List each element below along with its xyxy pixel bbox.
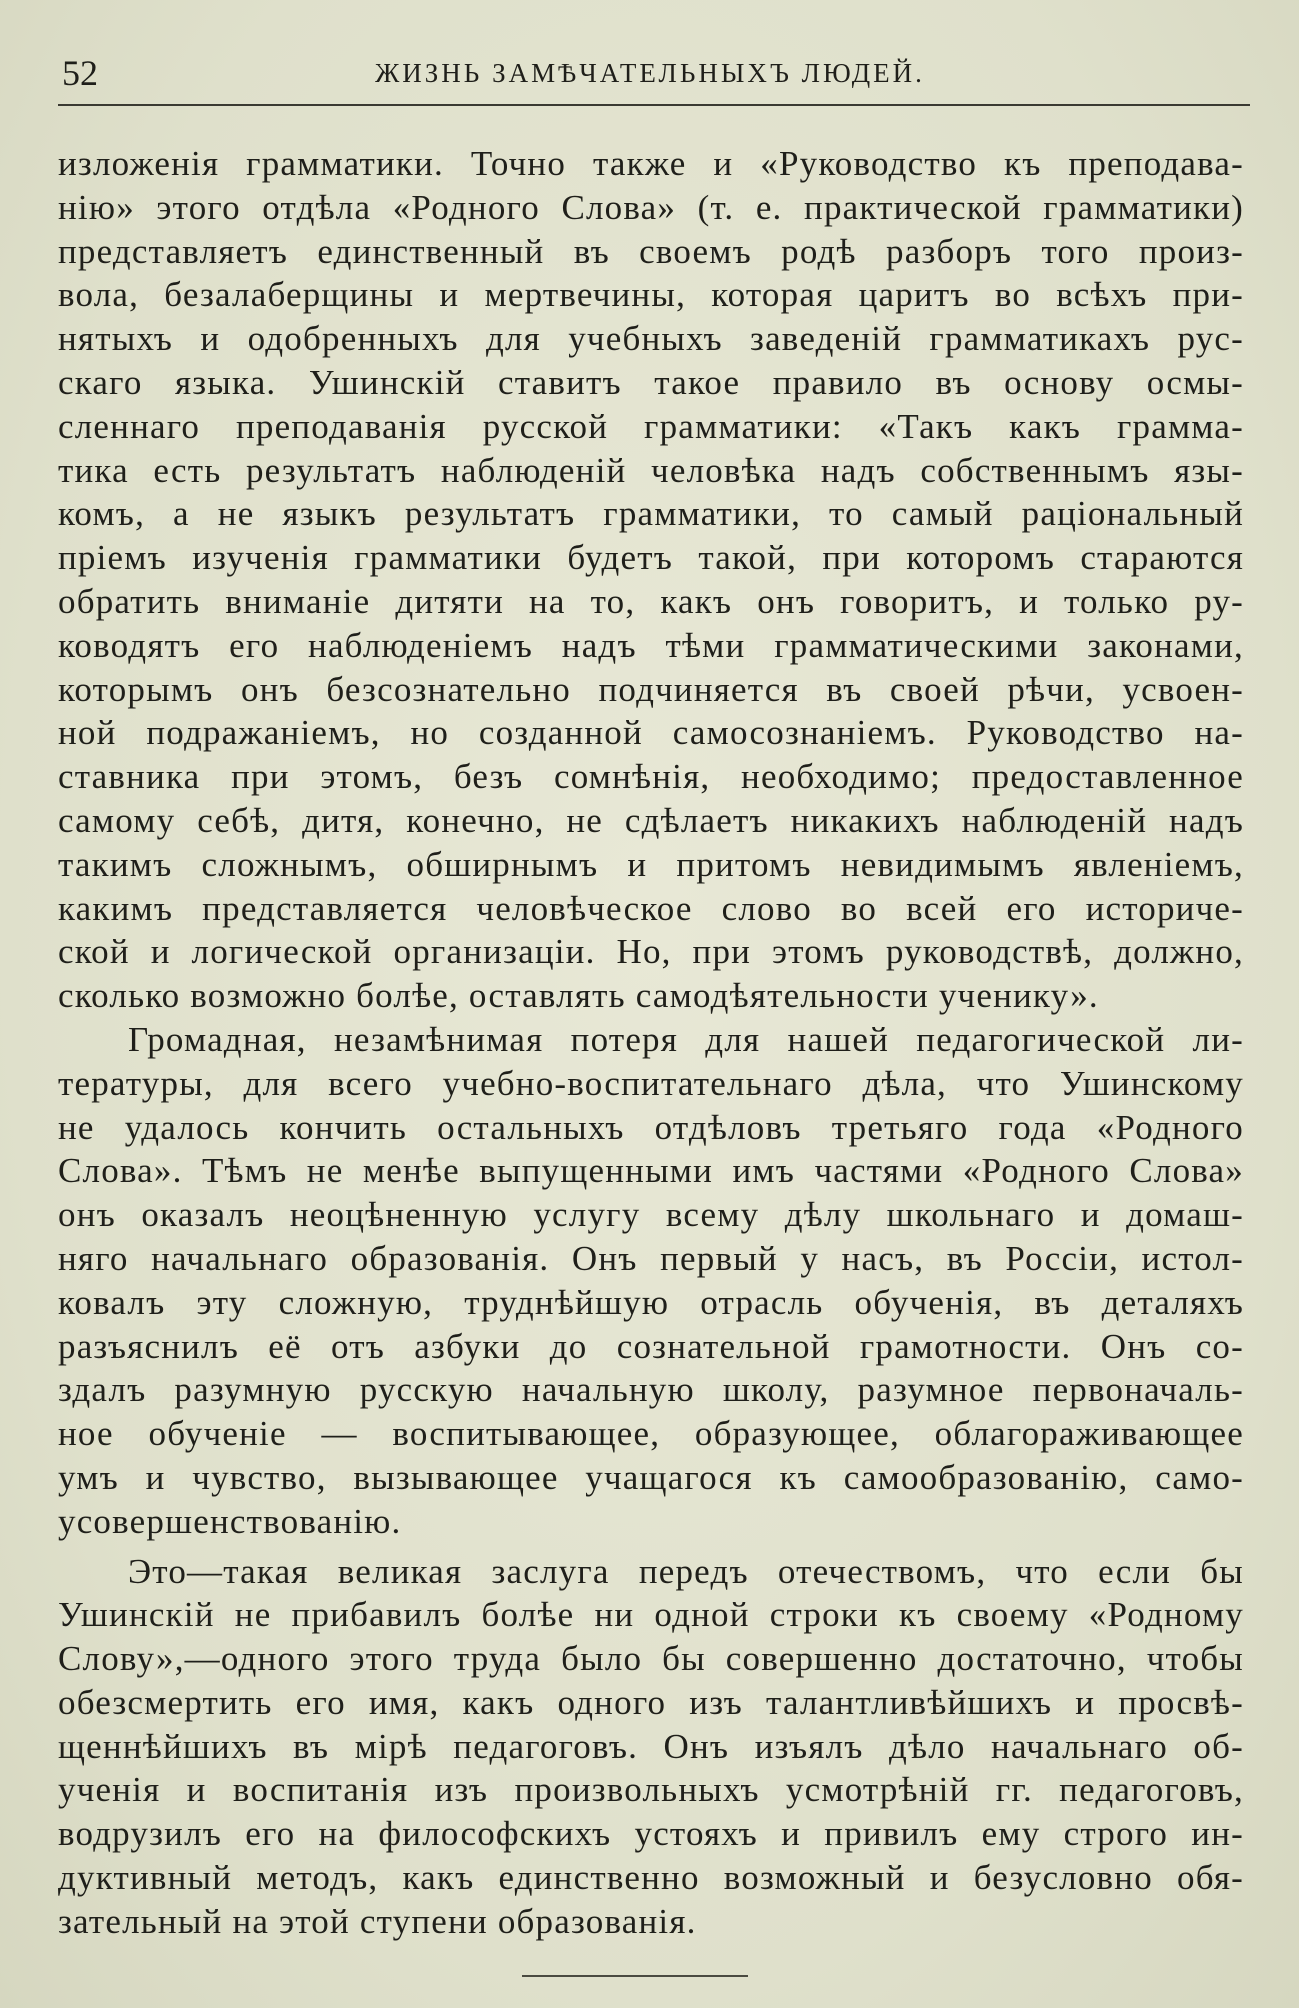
text-line: няго начальнаго образованія. Онъ первый у насъ, въ Россіи, истол- (58, 1238, 1244, 1278)
text-line: какимъ представляется человѣческое слово во всей его историче- (58, 888, 1244, 928)
text-line: изложенія грамматики. Точно также и «Руководство къ преподава- (58, 144, 1244, 183)
text-line: щеннѣйшихъ въ мірѣ педагоговъ. Онъ изъялъ дѣло начальнаго об- (58, 1726, 1244, 1766)
text-line: представляетъ единственный въ своемъ родѣ разборъ того произ- (58, 231, 1244, 271)
text-line: ученія и воспитанія изъ произвольныхъ усмотрѣній гг. педагоговъ, (58, 1770, 1244, 1810)
text-line: Это—такая великая заслуга передъ отечествомъ, что если бы (128, 1551, 1244, 1591)
text-line: онъ оказалъ неоцѣненную услугу всему дѣлу школьнаго и домаш- (58, 1195, 1244, 1235)
body-text (58, 142, 1244, 1944)
text-line: сколько возможно болѣе, оставлять самодѣятельности ученику». (58, 976, 1099, 1016)
text-line: вола, безалаберщины и мертвечины, которая царитъ во всѣхъ при- (58, 275, 1244, 315)
text-line: ной подражаніемъ, но созданной самосознаніемъ. Руководство на- (58, 713, 1244, 753)
text-line: нятыхъ и одобренныхъ для учебныхъ заведеній грамматикахъ рус- (58, 319, 1244, 359)
text-line: тературы, для всего учебно-воспитательнаго дѣла, что Ушинскому (58, 1063, 1244, 1103)
text-line: Громадная, незамѣнимая потеря для нашей педагогической ли- (128, 1019, 1244, 1059)
text-line: дуктивный методъ, какъ единственно возможный и безусловно обя- (58, 1858, 1244, 1898)
running-title: ЖИЗНЬ ЗАМѢЧАТЕЛЬНЫХЪ ЛЮДЕЙ. (375, 58, 925, 88)
text-line: ставника при этомъ, безъ сомнѣнія, необходимо; предоставленное (58, 757, 1244, 797)
text-line: усовершенствованію. (58, 1501, 402, 1541)
text-line: скаго языка. Ушинскій ставитъ такое правило въ основу осмы- (58, 362, 1244, 402)
text-line: водрузилъ его на философскихъ устояхъ и привилъ ему строго ин- (58, 1814, 1244, 1854)
text-line: не удалось кончить остальныхъ отдѣловъ третьяго года «Родного (58, 1107, 1244, 1147)
paragraph (58, 1018, 1244, 1544)
text-line: ской и логической организаціи. Но, при этомъ руководствѣ, должно, (58, 932, 1244, 972)
text-line: разъяснилъ её отъ азбуки до сознательной грамотности. Онъ со- (58, 1326, 1244, 1366)
text-line: нію» этого отдѣла «Родного Слова» (т. е. практической грамматики) (58, 187, 1244, 227)
text-line: сленнаго преподаванія русской грамматики: «Такъ какъ грамма- (58, 406, 1244, 446)
text-line: пріемъ изученія грамматики будетъ такой, при которомъ стараются (58, 538, 1244, 578)
text-line: которымъ онъ безсознательно подчиняется въ своей рѣчи, усвоен- (58, 669, 1244, 709)
header-rule (58, 104, 1250, 106)
text-line: тика есть результатъ наблюденій человѣка надъ собственнымъ язы- (58, 450, 1244, 490)
paragraph (58, 142, 1244, 1018)
text-line: умъ и чувство, вызывающее учащагося къ самообразованію, само- (58, 1457, 1244, 1497)
text-line: Слову»,—одного этого труда было бы совершенно достаточно, чтобы (58, 1639, 1244, 1679)
text-line: ковалъ эту сложную, труднѣйшую отрасль обученія, въ деталяхъ (58, 1282, 1244, 1322)
paragraph (58, 1550, 1244, 1944)
text-line: ководятъ его наблюденіемъ надъ тѣми грамматическими законами, (58, 625, 1244, 665)
end-rule (522, 1975, 748, 1977)
text-line: обратить вниманіе дитяти на то, какъ онъ говоритъ, и только ру- (58, 581, 1244, 621)
text-line: комъ, а не языкъ результатъ грамматики, то самый раціональный (58, 494, 1244, 534)
text-line: зательный на этой ступени образованія. (58, 1901, 697, 1941)
text-line: Ушинскій не прибавилъ болѣе ни одной строки къ своему «Родному (58, 1595, 1244, 1635)
page-number: 52 (62, 53, 98, 93)
text-line: Слова». Тѣмъ не менѣе выпущенными имъ частями «Родного Слова» (58, 1151, 1244, 1191)
text-line: самому себѣ, дитя, конечно, не сдѣлаетъ никакихъ наблюденій надъ (58, 800, 1244, 840)
text-line: ное обученіе — воспитывающее, образующее, облагораживающее (58, 1414, 1244, 1454)
text-line: обезсмертить его имя, какъ одного изъ талантливѣйшихъ и просвѣ- (58, 1682, 1244, 1722)
text-line: здалъ разумную русскую начальную школу, разумное первоначаль- (58, 1370, 1244, 1410)
text-line: такимъ сложнымъ, обширнымъ и притомъ невидимымъ явленіемъ, (58, 844, 1244, 884)
